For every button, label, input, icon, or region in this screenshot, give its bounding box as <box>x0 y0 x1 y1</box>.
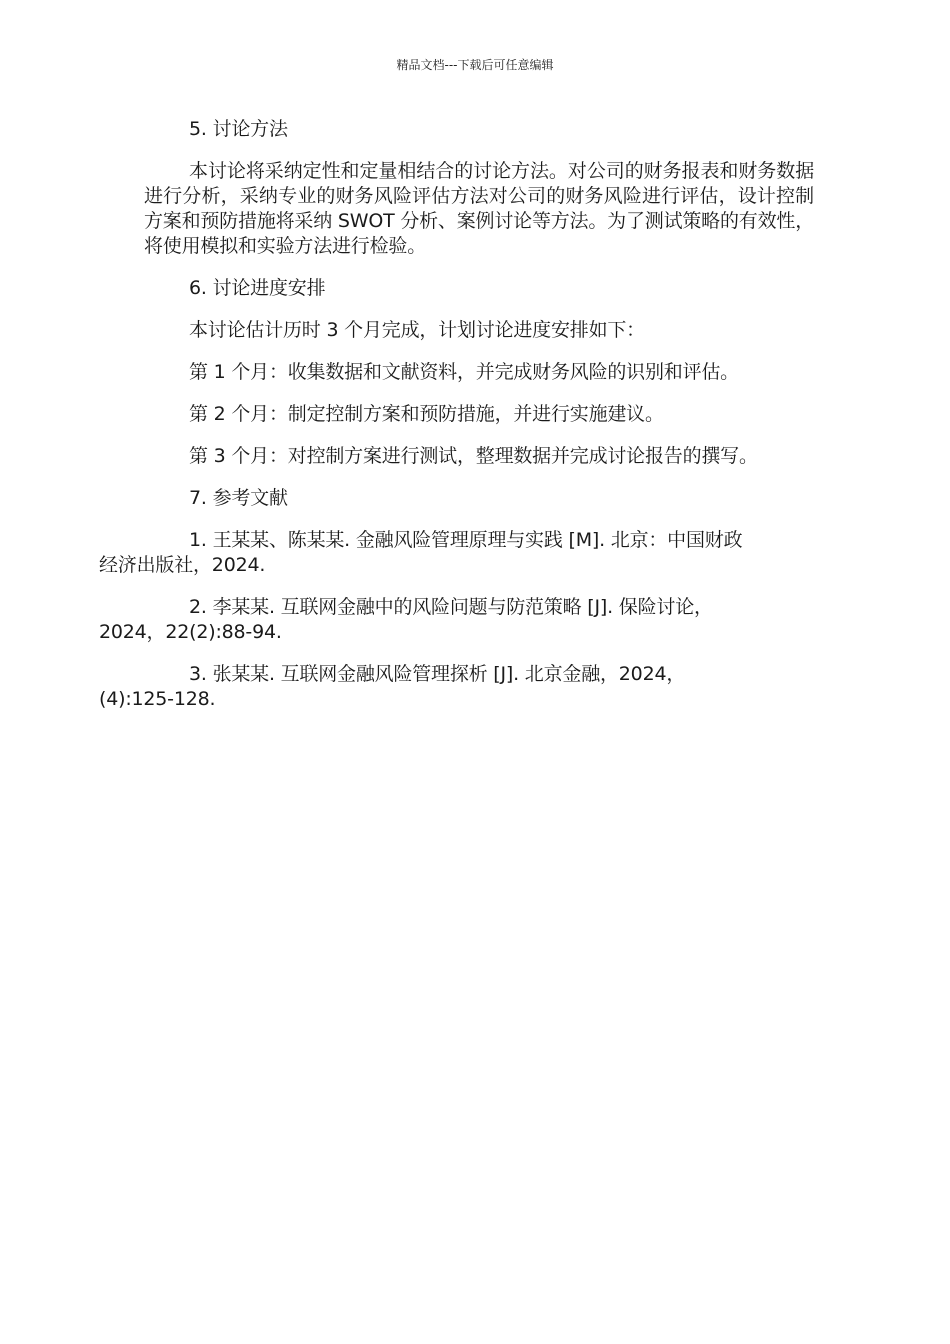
schedule-item-month-2: 第 2 个月：制定控制方案和预防措施，并进行实施建议。 <box>189 403 664 425</box>
section-heading-method: 5. 讨论方法 <box>189 118 288 140</box>
reference-2-line-1: 2. 李某某. 互联网金融中的风险问题与防范策略 [J]. 保险讨论， <box>189 596 713 618</box>
schedule-item-month-1: 第 1 个月：收集数据和文献资料，并完成财务风险的识别和评估。 <box>189 361 739 383</box>
reference-item-3 <box>99 662 814 712</box>
schedule-item-month-3: 第 3 个月：对控制方案进行测试，整理数据并完成讨论报告的撰写。 <box>189 445 758 467</box>
method-paragraph: 本讨论将采纳定性和定量相结合的讨论方法。对公司的财务报表和财务数据进行分析，采纳专业的财务风险评估方法对公司的财务风险进行评估，设计控制方案和预防措施将采纳 SWOT 分析、案例讨论等方法。为了测试策略的有效性，将使用模拟和实验方法进行检验。 <box>144 160 814 257</box>
section-heading-schedule: 6. 讨论进度安排 <box>189 277 326 299</box>
reference-3-line-1: 3. 张某某. 互联网金融风险管理探析 [J]. 北京金融，2024， <box>189 663 686 685</box>
page-header: 精品文档---下载后可任意编辑 <box>396 58 554 72</box>
reference-3-line-2: (4):125-128. <box>99 688 216 710</box>
reference-item-2 <box>99 595 814 645</box>
section-heading-references: 7. 参考文献 <box>189 487 288 509</box>
reference-2-line-2: 2024，22(2):88-94. <box>99 621 282 643</box>
reference-item-1 <box>99 528 814 578</box>
reference-1-line-1: 1. 王某某、陈某某. 金融风险管理原理与实践 [M]. 北京：中国财政 <box>189 529 743 551</box>
reference-1-line-2: 经济出版社，2024. <box>99 554 266 576</box>
schedule-intro: 本讨论估计历时 3 个月完成，计划讨论进度安排如下： <box>189 319 645 341</box>
document-body <box>99 117 814 729</box>
